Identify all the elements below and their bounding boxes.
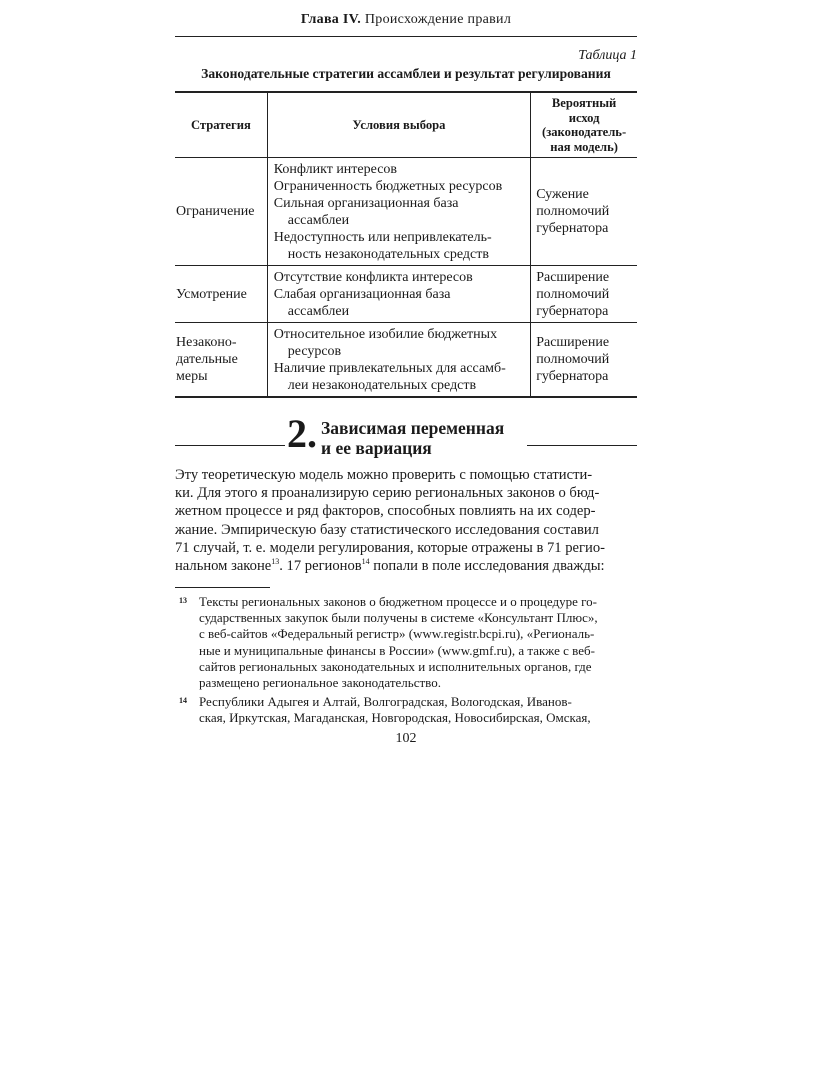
footnote-item — [175, 594, 637, 691]
condition-item: Отсутствие конфликта интересов — [273, 270, 473, 285]
condition-item: Ограниченность бюджетных ресурсов — [273, 179, 503, 194]
running-head-chapter: Глава IV. — [300, 12, 362, 27]
section-title — [321, 418, 504, 458]
row-strategy: Ограничение — [176, 204, 255, 219]
table-header-row — [175, 92, 637, 158]
table-row — [175, 158, 637, 266]
table-label: Таблица 1 — [578, 48, 637, 63]
section-title-line1: Зависимая переменная — [321, 418, 505, 438]
row-strategy: Усмотрение — [176, 286, 247, 302]
row-conditions — [267, 323, 530, 398]
footnote-text: Республики Адыгея и Алтай, Волгоградская, Вологодская, Иванов- ская, Иркутская, Магаданская, Новгородская, Новосибирская, Омская, — [199, 694, 591, 726]
row-strategy: Незаконо- дательные меры — [176, 335, 238, 384]
header-conditions: Условия выбора — [267, 92, 530, 158]
footnotes — [175, 594, 637, 730]
running-head — [175, 12, 637, 28]
section-title-line2: и ее вариация — [321, 438, 432, 458]
strategy-table — [175, 91, 637, 398]
section-rule-right — [527, 445, 637, 446]
section-rule-left — [175, 445, 285, 446]
table-title: Законодательные стратегии ассамблеи и результат регулирования — [201, 66, 611, 81]
header-strategy: Стратегия — [175, 92, 267, 158]
condition-item: Конфликт интересов — [273, 162, 398, 177]
row-conditions — [267, 158, 530, 266]
row-outcome: Расширение полномочий губернатора — [536, 269, 610, 319]
footnote-number: 14 — [179, 696, 187, 706]
footnote-number: 13 — [179, 596, 187, 605]
condition-item: Слабая организационная база ассамблеи — [273, 287, 451, 319]
row-outcome: Сужение полномочий губернатора — [536, 187, 610, 236]
section-number: 2. — [287, 411, 317, 456]
condition-item: Недоступность или непривлекатель- ность незаконодательных средств — [273, 230, 492, 262]
footnote-ref[interactable]: 13 — [271, 557, 280, 567]
footnote-text: Тексты региональных законов о бюджетном процессе и о процедуре го- сударственных закупок были получены в системе «Консультант Плюс», с веб-сайтов «Федеральный регистр» (www.registr.bcpi.ru), «Региональ- ные и муниципальные финансы в России» (www.gmf.ru), а также с веб- сайтов региональных законодательных и исполнительных органов, где размещено региональное законодательство. — [199, 594, 598, 691]
running-head-rule — [175, 36, 637, 37]
footnote-ref[interactable]: 14 — [361, 557, 370, 567]
row-outcome: Расширение полномочий губернатора — [536, 335, 610, 384]
condition-item: Сильная организационная база ассамблеи — [273, 196, 459, 228]
running-head-title: Происхождение правил — [364, 12, 512, 27]
header-outcome: Вероятный исход (законодатель- ная модель) — [531, 92, 637, 158]
body-fragment: . 17 регионов — [279, 558, 362, 575]
body-paragraph: Эту теоретическую модель можно проверить с помощью статисти- ки. Для этого я проанализирую серию региональных законов о бюд- жетном процессе и ряд факторов, способных повлиять на их содер- жание. Эмпирическую базу статистического исследования составил 71 случай, т. е. модели регулирования, которые отражены в 71 регио- нальном законе$^{13}$. 17 регионов$^{14}$ попали в поле исследования дважды: — [175, 467, 605, 575]
row-conditions — [267, 266, 530, 323]
body-fragment: попали в поле исследования дважды: — [369, 558, 605, 575]
table-row — [175, 323, 637, 398]
footnote-rule — [175, 587, 270, 588]
section-heading — [175, 412, 637, 460]
condition-item: Наличие привлекательных для ассамб- леи незаконодательных средств — [273, 361, 506, 393]
page-number: 102 — [395, 731, 417, 746]
table-row — [175, 266, 637, 323]
condition-item: Относительное изобилие бюджетных ресурсов — [273, 327, 498, 359]
footnote-item — [175, 694, 637, 726]
